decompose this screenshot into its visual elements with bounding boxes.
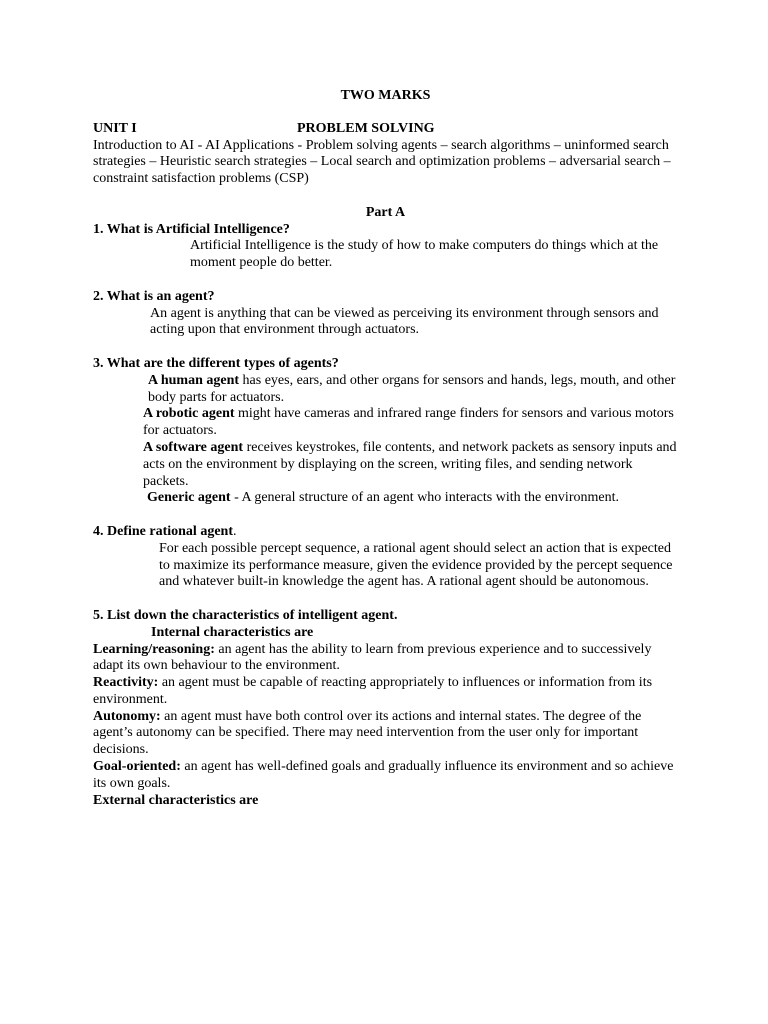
q3-term: Generic agent	[147, 490, 231, 506]
q5-term: Learning/reasoning:	[93, 641, 215, 657]
q3-text: receives keystrokes, file contents, and network packets as sensory inputs and acts on the environment by displaying on the screen, writing files, and sending network packets.	[143, 439, 677, 489]
q3-term: A human agent	[148, 372, 240, 388]
q2-answer: An agent is anything that can be viewed as perceiving its environment through sensors and acting upon that environment through actuators.	[150, 305, 659, 338]
q5-question: 5. List down the characteristics of intelligent agent.	[93, 607, 398, 623]
q4-question-line	[93, 524, 678, 541]
q5-text: an agent has the ability to learn from previous experience and to successively adapt its own behaviour to the environment.	[93, 641, 652, 674]
unit-label: UNIT I	[93, 120, 137, 136]
q3-term: A software agent	[143, 439, 244, 455]
q5-external-heading: External characteristics are	[93, 792, 259, 808]
q5-item-reactivity	[93, 675, 678, 709]
unit-syllabus: Introduction to AI - AI Applications - Problem solving agents – search algorithms – uninformed search strategies – Heuristic search strategies – Local search and optimization problems – adversarial search – constraint satisfaction problems (CSP)	[93, 137, 671, 187]
q3-item-generic	[93, 490, 678, 507]
part-title: Part A	[365, 204, 406, 220]
q4-answer: For each possible percept sequence, a rational agent should select an action that is expected to maximize its performance measure, given the evidence provided by the percept sequence and whatever built-in knowledge the agent has. A rational agent should be autonomous.	[159, 540, 673, 590]
q3-item-robotic	[93, 406, 678, 440]
q4-question-end: .	[232, 523, 237, 539]
unit-heading	[93, 121, 678, 138]
q1-question: 1. What is Artificial Intelligence?	[93, 221, 290, 237]
unit-title: PROBLEM SOLVING	[297, 120, 435, 136]
q3-text: might have cameras and infrared range finders for sensors and various motors for actuators.	[143, 406, 674, 439]
q3-term: A robotic agent	[143, 406, 235, 422]
q5-item-goal	[93, 759, 678, 793]
q3-text: - A general structure of an agent who interacts with the environment.	[230, 490, 619, 506]
q5-term: Goal-oriented:	[93, 759, 181, 775]
q4-question: 4. Define rational agent	[93, 523, 233, 539]
q5-term: Reactivity:	[93, 675, 159, 691]
q5-item-autonomy	[93, 709, 678, 759]
q5-internal-heading: Internal characteristics are	[151, 624, 314, 640]
q3-text: has eyes, ears, and other organs for sensors and hands, legs, mouth, and other body parts for actuators.	[148, 372, 676, 405]
doc-title: TWO MARKS	[340, 88, 431, 103]
q5-text: an agent must be capable of reacting appropriately to influences or information from its environment.	[93, 675, 653, 707]
q1-answer: Artificial Intelligence is the study of how to make computers do things which at the moment people do better.	[190, 238, 659, 271]
q3-question: 3. What are the different types of agents?	[93, 355, 339, 371]
q2-question: 2. What is an agent?	[93, 288, 215, 304]
q5-term: Autonomy:	[93, 708, 161, 724]
document-page	[93, 88, 678, 809]
q5-text: an agent has well-defined goals and gradually influence its environment and so achieve its own goals.	[93, 759, 674, 791]
q5-text: an agent must have both control over its actions and internal states. The degree of the agent’s autonomy can be specified. There may need intervention from the user only for important decisions.	[93, 708, 642, 758]
q3-item-software	[93, 440, 678, 490]
q3-item-human	[93, 373, 678, 407]
q5-item-learning	[93, 642, 678, 676]
